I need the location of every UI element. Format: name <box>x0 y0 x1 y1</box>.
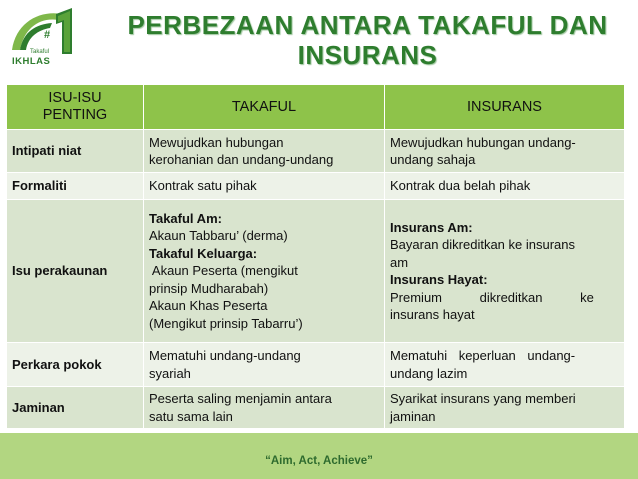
row-insurans: Kontrak dua belah pihak <box>385 173 625 200</box>
table-row <box>7 173 625 200</box>
comparison-table <box>6 84 625 429</box>
row-takaful: Takaful Am: Akaun Tabbaru’ (derma) Takaful Keluarga: Akaun Peserta (mengikut prinsip Mudharabah) Akaun Khas Peserta (Mengikut prinsip Tabarru’) <box>144 200 385 343</box>
table-row <box>7 387 625 429</box>
table-row <box>7 343 625 387</box>
row-takaful: Mematuhi undang-undang syariah <box>144 343 385 387</box>
table-row <box>7 130 625 173</box>
row-issue: Formaliti <box>7 173 144 200</box>
footer-tagline: “Aim, Act, Achieve” <box>265 455 373 467</box>
logo-brand-small: Takaful <box>30 49 50 55</box>
row-issue: Jaminan <box>7 387 144 429</box>
row-insurans: Insurans Am: Bayaran dikreditkan ke insurans am Insurans Hayat: Premium dikreditkan ke insurans hayat <box>385 200 625 343</box>
row-issue: Isu perakaunan <box>7 200 144 343</box>
page-title <box>100 10 635 70</box>
header-issues: ISU-ISU PENTING <box>7 85 144 130</box>
row-insurans: Mematuhi keperluan undang- undang lazim <box>385 343 625 387</box>
table-header-row <box>7 85 625 130</box>
header-takaful: TAKAFUL <box>144 85 385 130</box>
row-issue: Intipati niat <box>7 130 144 173</box>
row-takaful: Kontrak satu pihak <box>144 173 385 200</box>
logo-brand: IKHLAS <box>12 56 51 67</box>
row-issue: Perkara pokok <box>7 343 144 387</box>
row-insurans: Mewujudkan hubungan undang- undang sahaja <box>385 130 625 173</box>
row-takaful: Peserta saling menjamin antara satu sama lain <box>144 387 385 429</box>
logo-hash: # <box>44 29 51 41</box>
table-row <box>7 200 625 343</box>
title-line-1: PERBEZAAN ANTARA TAKAFUL DAN <box>127 10 608 40</box>
row-insurans: Syarikat insurans yang memberi jaminan <box>385 387 625 429</box>
header-insurans: INSURANS <box>385 85 625 130</box>
row-takaful: Mewujudkan hubungan kerohanian dan undang-undang <box>144 130 385 173</box>
title-line-2: INSURANS <box>297 40 438 70</box>
takaful-ikhlas-logo <box>6 4 90 74</box>
